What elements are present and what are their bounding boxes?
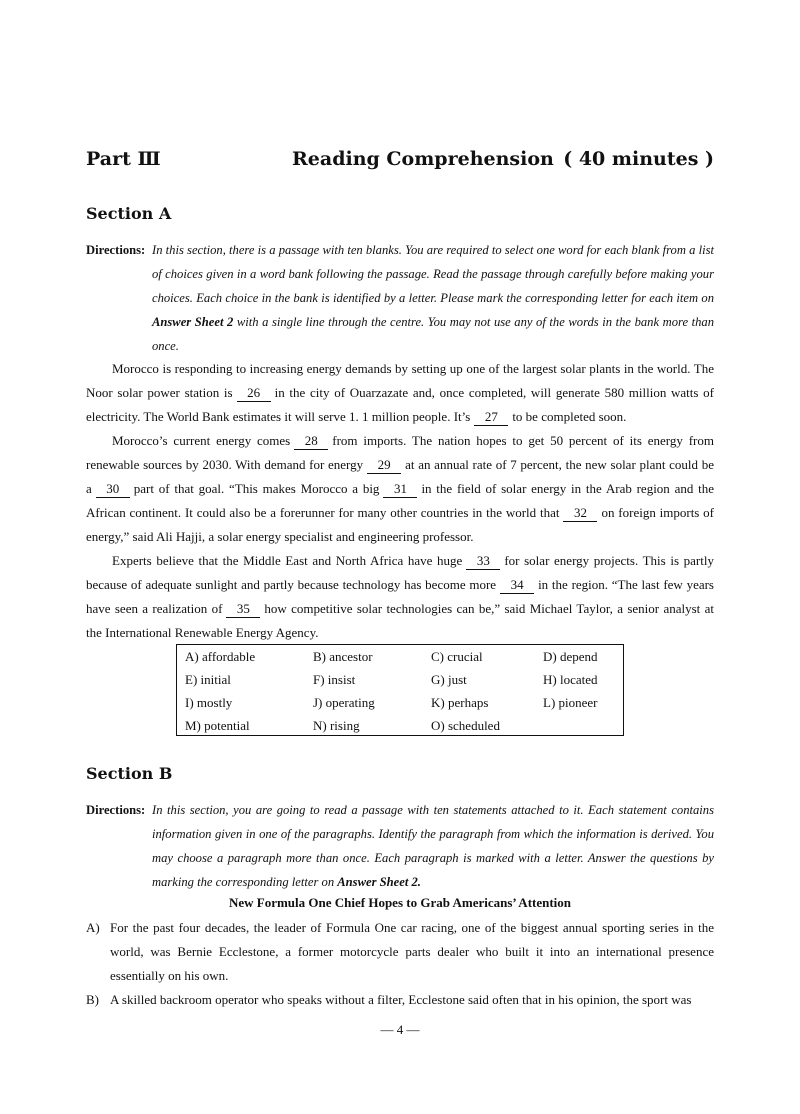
blank-34: 34 — [500, 577, 534, 594]
section-b-directions — [86, 798, 714, 894]
paragraph-letter: A) — [86, 920, 100, 935]
word-option: E) initial — [185, 672, 231, 687]
word-option: J) operating — [313, 695, 375, 710]
answer-sheet-label: Answer Sheet 2 — [152, 315, 234, 329]
blank-27: 27 — [474, 409, 508, 426]
word-option: K) perhaps — [431, 695, 489, 710]
section-a-directions — [86, 238, 714, 358]
paragraph-text: For the past four decades, the leader of Formula One car racing, one of the biggest annual sporting series in the world, was Bernie Ecclestone, a former motorcycle parts dealer who built it into an international presence essentially on his own. — [110, 920, 714, 983]
blank-31: 31 — [383, 481, 417, 498]
article-paragraph-b — [86, 988, 714, 1012]
answer-sheet-label: Answer Sheet 2. — [337, 875, 421, 889]
article-paragraph-a — [86, 916, 714, 988]
directions-label: Directions: — [86, 803, 146, 817]
word-option: L) pioneer — [543, 695, 598, 710]
word-option: G) just — [431, 672, 467, 687]
word-option: A) affordable — [185, 649, 256, 664]
passage-paragraph-1: Morocco is responding to increasing energy demands by setting up one of the largest solar plants in the world. The Noor solar power station is 26 in the city of Ouarzazate and, once completed, will generate 580 million watts of electricity. The World Bank estimates it will serve 1. 1 million people. It’s 27 to be completed soon. — [86, 361, 714, 424]
word-option: I) mostly — [185, 695, 233, 710]
word-option: B) ancestor — [313, 649, 373, 664]
word-bank-row — [177, 668, 623, 691]
word-option: N) rising — [313, 718, 360, 733]
word-bank-row — [177, 645, 623, 668]
passage-section-a — [86, 357, 714, 645]
blank-33: 33 — [466, 553, 500, 570]
blank-26: 26 — [237, 385, 271, 402]
passage-paragraph-3: Experts believe that the Middle East and North Africa have huge 33 for solar energy projects. This is partly because of adequate sunlight and partly because technology has become more 34 in the region. “The last few years have seen a realization of 35 how competitive solar technologies can be,” said Michael Taylor, a senior analyst at the International Renewable Energy Agency. — [86, 553, 714, 640]
blank-28: 28 — [294, 433, 328, 450]
blank-32: 32 — [563, 505, 597, 522]
part-label: Part Ⅲ — [86, 148, 161, 170]
section-a-title: Section A — [86, 204, 172, 223]
paragraph-letter: B) — [86, 992, 99, 1007]
passage-paragraph-2: Morocco’s current energy comes 28 from imports. The nation hopes to get 50 percent of its energy from renewable sources by 2030. With demand for energy 29 at an annual rate of 7 percent, the new solar plant could be a 30 part of that goal. “This makes Morocco a big 31 in the field of solar energy in the Arab region and the African continent. It could also be a forerunner for many other countries in the world that 32 on foreign imports of energy,” said Ali Hajji, a solar energy specialist and engineering professor. — [86, 433, 715, 544]
part-time: ( 40 minutes ) — [563, 148, 714, 170]
part-title: Reading Comprehension — [292, 148, 554, 170]
word-bank-row — [177, 691, 623, 714]
section-b-title: Section B — [86, 764, 173, 783]
directions-text: In this section, there is a passage with ten blanks. You are required to select one word for each blank from a list of choices given in a word bank following the passage. Read the passage through carefully before making your choices. Each choice in the bank is identified by a letter. Please mark the corresponding letter for each item on Answer Sheet 2 with a single line through the centre. You may not use any of the words in the bank more than once. — [152, 243, 714, 353]
word-option: O) scheduled — [431, 718, 500, 733]
blank-29: 29 — [367, 457, 401, 474]
word-option: F) insist — [313, 672, 356, 687]
directions-label: Directions: — [86, 243, 146, 257]
word-option: H) located — [543, 672, 598, 687]
page-number: — 4 — — [380, 1022, 420, 1037]
word-option: C) crucial — [431, 649, 483, 664]
paragraph-text: A skilled backroom operator who speaks without a filter, Ecclestone said often that in his opinion, the sport was — [110, 992, 692, 1007]
article-title: New Formula One Chief Hopes to Grab Americans’ Attention — [228, 895, 572, 910]
word-option: D) depend — [543, 649, 598, 664]
blank-30: 30 — [96, 481, 130, 498]
part-header — [86, 148, 714, 176]
word-bank — [176, 644, 624, 736]
word-bank-row — [177, 714, 623, 737]
blank-35: 35 — [226, 601, 260, 618]
directions-text: In this section, you are going to read a passage with ten statements attached to it. Each statement contains information given in one of the paragraphs. Identify the paragraph from which the information is derived. You may choose a paragraph more than once. Each paragraph is marked with a letter. Answer the questions by marking the corresponding letter on Answer Sheet 2. — [152, 803, 714, 889]
word-option: M) potential — [185, 718, 250, 733]
